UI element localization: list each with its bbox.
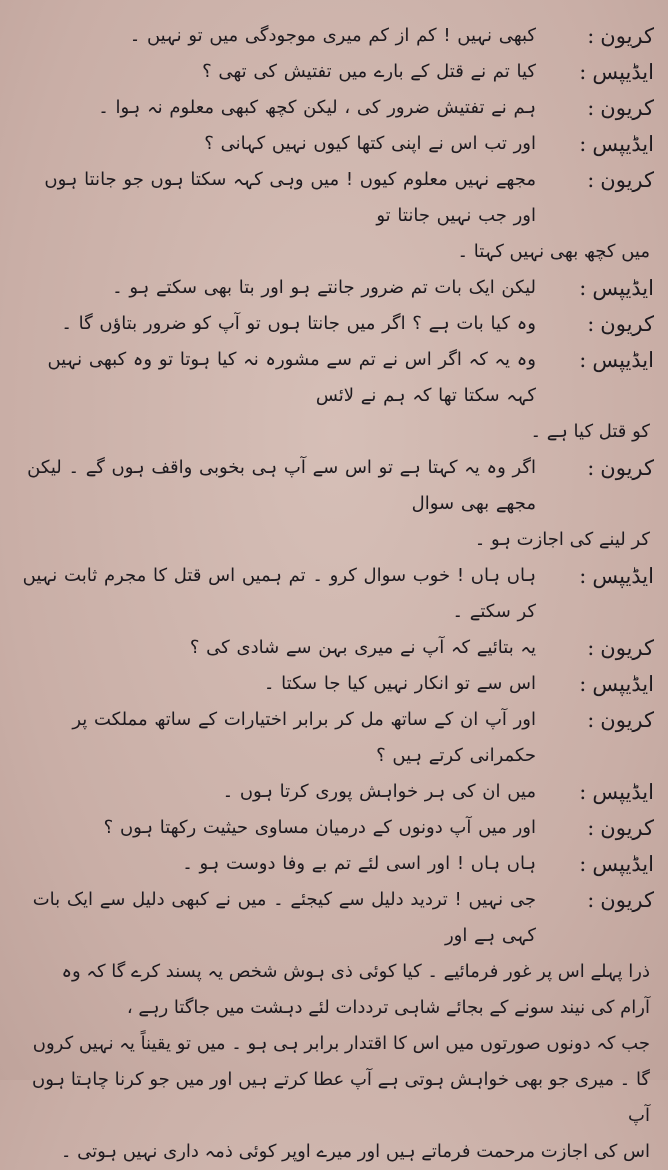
- dialogue-entry: [18, 90, 654, 126]
- dialogue-line: وہ یہ کہ اگر اس نے تم سے مشورہ نہ کیا ہوتا تو وہ کبھی نہیں کہہ سکتا تھا کہ ہم نے لائس: [47, 349, 536, 406]
- dialogue-entry: [18, 774, 654, 810]
- dialogue-continuation: ذرا پہلے اس پر غور فرمائیے ۔ کیا کوئی ذی ہوش شخص یہ پسند کرے گا کہ وہ: [61, 961, 650, 982]
- dialogue-entry: [18, 702, 654, 774]
- speaker-name: کریون:: [587, 888, 654, 912]
- dialogue-entry: [18, 306, 654, 342]
- dialogue-entry: [18, 810, 654, 846]
- speaker-name: ایڈیپس:: [579, 60, 654, 84]
- dialogue-line: اور تب اس نے اپنی کتھا کیوں نہیں کہانی ؟: [204, 133, 536, 154]
- speaker-name: ایڈیپس:: [579, 132, 654, 156]
- dialogue-line: جی نہیں ! تردید دلیل سے کیجئے ۔ میں نے کبھی دلیل سے ایک بات کہی ہے اور: [32, 889, 536, 946]
- dialogue-line: اگر وہ یہ کہتا ہے تو اس سے آپ ہی بخوبی واقف ہوں گے ۔ لیکن مجھے بھی سوال: [27, 457, 536, 514]
- dialogue-entry: [18, 126, 654, 162]
- dialogue-entry: [18, 162, 654, 234]
- speaker-name: ایڈیپس:: [579, 348, 654, 372]
- speaker-name: ایڈیپس:: [579, 276, 654, 300]
- dialogue-line: لیکن ایک بات تم ضرور جانتے ہو اور بتا بھی سکتے ہو ۔: [112, 277, 536, 298]
- dialogue-entry: [18, 882, 654, 954]
- dialogue-continuation: اس کی اجازت مرحمت فرماتے ہیں اور میرے اوپر کوئی ذمہ داری نہیں ہوتی ۔: [60, 1141, 650, 1162]
- dialogue-continuation: کو قتل کیا ہے ۔: [530, 421, 650, 442]
- dialogue-entry: [18, 270, 654, 306]
- dialogue-line: یہ بتائیے کہ آپ نے میری بہن سے شادی کی ؟: [189, 637, 536, 658]
- dialogue-line: مجھے نہیں معلوم کیوں ! میں وہی کہہ سکتا ہوں جو جانتا ہوں اور جب نہیں جانتا تو: [44, 169, 536, 226]
- speaker-name: کریون:: [587, 96, 654, 120]
- speaker-name: کریون:: [587, 636, 654, 660]
- dialogue-continuation: میں کچھ بھی نہیں کہتا ۔: [457, 241, 650, 262]
- speaker-name: ایڈیپس:: [579, 852, 654, 876]
- dialogue-continuation: کر لینے کی اجازت ہو ۔: [474, 529, 650, 550]
- dialogue-entry: [18, 630, 654, 666]
- speaker-name: ایڈیپس:: [579, 672, 654, 696]
- speaker-name: کریون:: [587, 708, 654, 732]
- dialogue-line: کیا تم نے قتل کے بارے میں تفتیش کی تھی ؟: [202, 61, 536, 82]
- dialogue-continuation: آرام کی نیند سونے کے بجائے شاہی ترددات لئے دہشت میں جاگتا رہے ،: [126, 997, 650, 1018]
- dialogue-entry: [18, 666, 654, 702]
- dialogue-line: اور میں آپ دونوں کے درمیان مساوی حیثیت رکھتا ہوں ؟: [103, 817, 536, 838]
- speaker-name: ایڈیپس:: [579, 564, 654, 588]
- speaker-name: ایڈیپس:: [579, 780, 654, 804]
- speaker-name: کریون:: [587, 816, 654, 840]
- speaker-name: کریون:: [587, 168, 654, 192]
- speaker-name: کریون:: [587, 24, 654, 48]
- dialogue-line: ہاں ہاں ! خوب سوال کرو ۔ تم ہمیں اس قتل کا مجرم ثابت نہیں کر سکتے ۔: [22, 565, 536, 622]
- dialogue-continuation: جب کہ دونوں صورتوں میں اس کا اقتدار برابر ہی ہو ۔ میں تو یقیناً یہ نہیں کروں: [32, 1033, 650, 1054]
- dialogue-entry: [18, 342, 654, 414]
- dialogue-line: ہم نے تفتیش ضرور کی ، لیکن کچھ کبھی معلوم نہ ہوا ۔: [98, 97, 536, 118]
- dialogue-entry: [18, 846, 654, 882]
- dialogue-line: اس سے تو انکار نہیں کیا جا سکتا ۔: [263, 673, 536, 694]
- dialogue-entry: [18, 558, 654, 630]
- speaker-name: کریون:: [587, 312, 654, 336]
- dialogue-entry: [18, 18, 654, 54]
- dialogue-continuation: گا ۔ میری جو بھی خواہش ہوتی ہے آپ عطا کرتے ہیں اور میں جو کرنا چاہتا ہوں آپ: [32, 1069, 650, 1126]
- dialogue-entry: [18, 54, 654, 90]
- dialogue-entry: [18, 450, 654, 522]
- dialogue-line: کبھی نہیں ! کم از کم میری موجودگی میں تو نہیں ۔: [129, 25, 536, 46]
- dialogue-line: ہاں ہاں ! اور اسی لئے تم بے وفا دوست ہو ۔: [182, 853, 536, 874]
- dialogue-line: میں ان کی ہر خواہش پوری کرتا ہوں ۔: [222, 781, 536, 802]
- speaker-name: کریون:: [587, 456, 654, 480]
- dialogue-line: اور آپ ان کے ساتھ مل کر برابر اختیارات کے ساتھ مملکت پر حکمرانی کرتے ہیں ؟: [72, 709, 536, 766]
- dialogue-line: وہ کیا بات ہے ؟ اگر میں جانتا ہوں تو آپ کو ضرور بتاؤں گا ۔: [61, 313, 536, 334]
